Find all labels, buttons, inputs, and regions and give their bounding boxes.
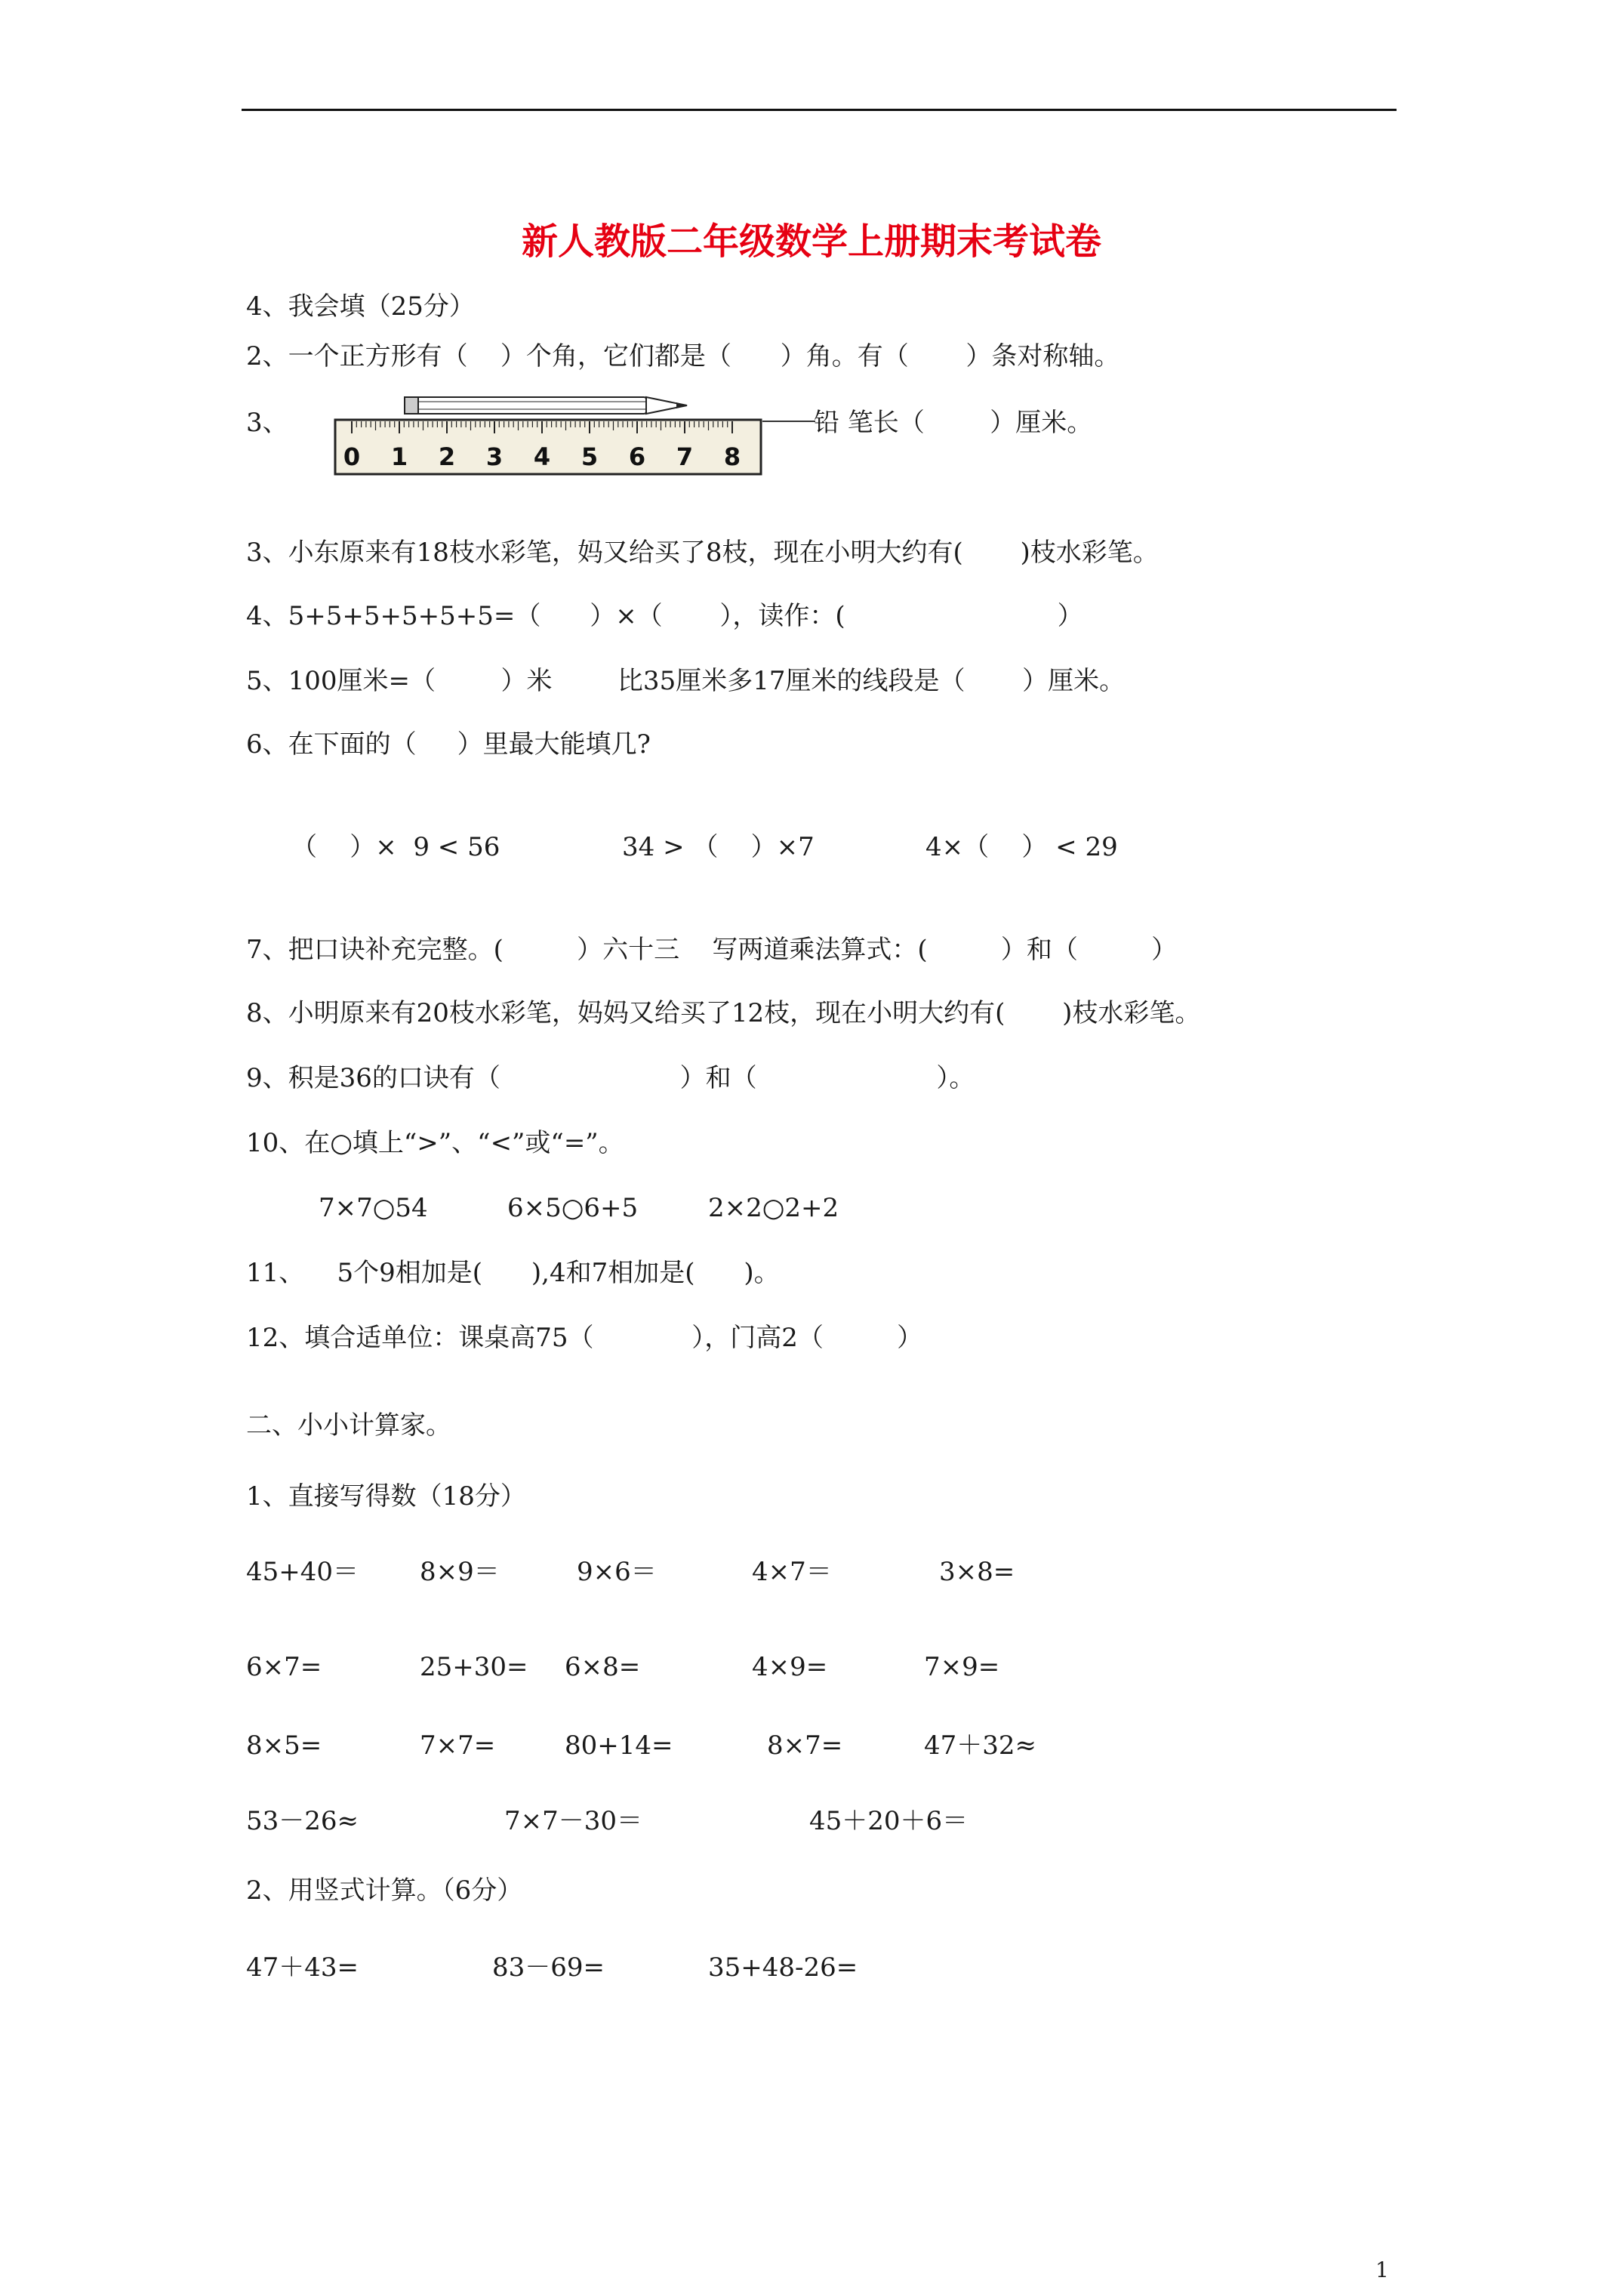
calc-item: 9×6＝ (577, 1557, 657, 1587)
question-12: 12、填合适单位：课桌高75（ ），门高2（ ） (246, 1323, 923, 1353)
page-number: 1 (1375, 2257, 1389, 2282)
question-5: 5、100厘米=（ ）米 比35厘米多17厘米的线段是（ ）厘米。 (246, 666, 1126, 696)
ruler-icon (335, 420, 761, 474)
question-9: 9、积是36的口诀有（ ）和（ ）。 (246, 1063, 975, 1093)
calc-item: 7×7= (420, 1730, 496, 1761)
question-3b: 3、小东原来有18枝水彩笔，妈又给买了8枝，现在小明大约有( )枝水彩笔。 (246, 538, 1159, 568)
question-6-item: 4×（ ） < 29 (925, 832, 1118, 862)
ruler-illustration (332, 394, 770, 480)
calc-item: 8×9＝ (420, 1557, 500, 1587)
calc-item: 4×7＝ (752, 1557, 832, 1587)
calc-item: 7×7－30＝ (504, 1806, 643, 1836)
question-3-text: 铅 笔长（ ）厘米。 (814, 408, 1093, 438)
calc-item: 45＋20＋6＝ (809, 1806, 969, 1836)
ruler-numbers (343, 442, 741, 471)
question-6: 6、在下面的（ ）里最大能填几? (246, 729, 651, 760)
calc-item: 47＋32≈ (924, 1730, 1037, 1761)
question-10-item: 2×2○2+2 (708, 1193, 839, 1223)
subsection-heading: 2、用竖式计算。（6分） (246, 1875, 523, 1906)
question-4: 4、5+5+5+5+5+5=（ ）×（ ），读作：( ） (246, 601, 1083, 631)
question-10-item: 7×7○54 (319, 1193, 428, 1223)
question-6-item: 34 > （ ）×7 (622, 832, 815, 862)
question-11: 11、 5个9相加是( ),4和7相加是( )。 (246, 1258, 780, 1288)
calc-item: 83－69= (492, 1952, 605, 1983)
calc-item: 8×7= (767, 1730, 843, 1761)
header-rule (242, 109, 1397, 111)
subsection-heading: 1、直接写得数（18分） (246, 1481, 526, 1512)
calc-item: 7×9= (924, 1652, 1000, 1682)
question-3-number: 3、 (246, 408, 288, 438)
ruler-number: 7 (676, 442, 694, 471)
ruler-number: 6 (628, 442, 646, 471)
calc-item: 4×9= (752, 1652, 828, 1682)
question-10: 10、在○填上“>”、“<”或“=”。 (246, 1128, 624, 1158)
calc-item: 6×8= (565, 1652, 641, 1682)
question-2: 2、一个正方形有（ ）个角，它们都是（ ）角。有（ ）条对称轴。 (246, 341, 1120, 371)
section2-heading: 二、小小计算家。 (246, 1410, 451, 1441)
page-title: 新人教版二年级数学上册期末考试卷 (521, 220, 1101, 263)
calc-item: 53－26≈ (246, 1806, 359, 1836)
calc-item: 25+30= (420, 1652, 528, 1682)
ruler-number: 3 (485, 442, 504, 471)
calc-item: 47＋43= (246, 1952, 359, 1983)
ruler-number: 1 (390, 442, 408, 471)
pencil-ruler-svg (332, 394, 770, 477)
ruler-number: 8 (723, 442, 741, 471)
ruler-number: 0 (343, 442, 361, 471)
calc-item: 8×5= (246, 1730, 322, 1761)
question-7: 7、把口诀补充完整。( ）六十三 写两道乘法算式：( ）和（ ） (246, 935, 1178, 965)
calc-item: 6×7= (246, 1652, 322, 1682)
calc-item: 3×8= (939, 1557, 1015, 1587)
ruler-number: 2 (438, 442, 456, 471)
calc-item: 45+40＝ (246, 1557, 359, 1587)
pointer-line (762, 421, 815, 422)
question-10-item: 6×5○6+5 (507, 1193, 639, 1223)
question-8: 8、小明原来有20枝水彩笔，妈妈又给买了12枝，现在小明大约有( )枝水彩笔。 (246, 998, 1201, 1028)
calc-item: 35+48-26= (708, 1952, 858, 1983)
section1-heading: 4、我会填（25分） (246, 291, 475, 322)
calc-item: 80+14= (565, 1730, 673, 1761)
question-6-item: （ ）× 9 < 56 (291, 832, 500, 862)
ruler-number: 5 (581, 442, 599, 471)
pencil-icon (405, 397, 687, 414)
ruler-number: 4 (533, 442, 551, 471)
